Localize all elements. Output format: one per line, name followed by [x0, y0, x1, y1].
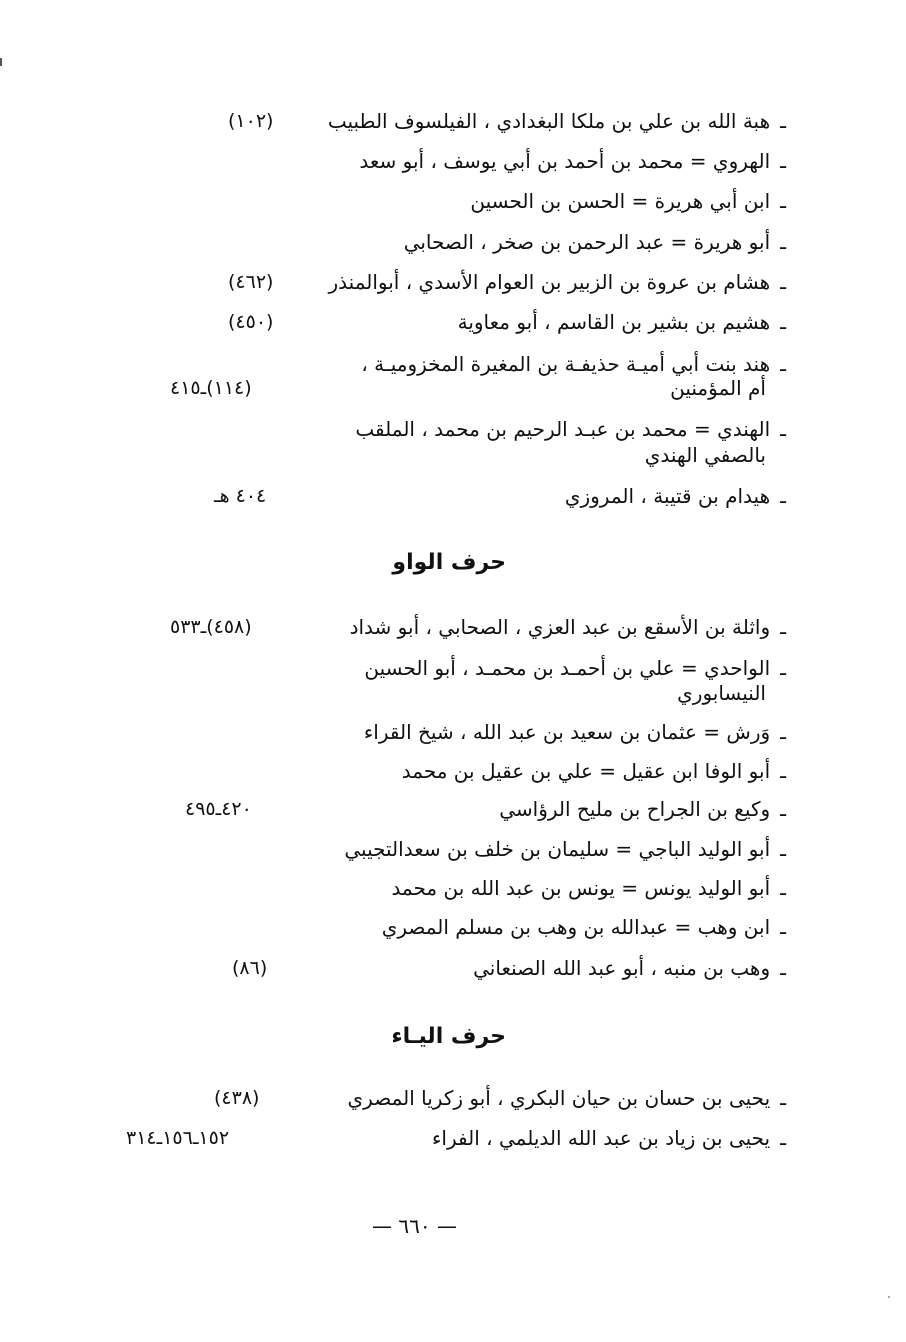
entry-reference: (٨٦) — [232, 957, 268, 979]
entry-dash: ـ — [780, 615, 786, 639]
entry-text: وَرش = عثمان بن سعيد بن عبد الله ، شيخ القراء — [363, 720, 771, 744]
entry-reference: (٤٥٨)ـ٥٣٣ — [170, 616, 252, 638]
entry-text: هند بنت أبي أميـة حذيفـة بن المغيرة المخزوميـة ، — [361, 352, 771, 376]
entry-dash: ـ — [780, 956, 786, 980]
entry-text: أبو الوفا ابن عقيل = علي بن عقيل بن محمد — [401, 759, 771, 783]
list-item — [344, 835, 786, 863]
list-item-continuation: بالصفي الهندي — [644, 443, 766, 467]
list-item-continuation: أم المؤمنين — [670, 376, 766, 400]
list-item — [348, 1084, 786, 1112]
list-item — [402, 757, 786, 785]
entry-text: أبو الوليد الباجي = سليمان بن خلف بن سعدالتجيبي — [344, 837, 771, 861]
section-heading: حرف اليـاء — [391, 1024, 506, 1049]
list-item — [355, 415, 786, 443]
entry-reference: (٤٦٢) — [228, 271, 274, 293]
entry-reference: (٤٥٠) — [228, 311, 274, 333]
entry-text: أبو الوليد يونس = يونس بن عبد الله بن محمد — [391, 876, 771, 900]
list-item — [499, 795, 786, 823]
list-item — [391, 874, 786, 902]
entry-text: ابن أبي هريرة = الحسن بن الحسين — [470, 189, 771, 213]
entry-dash: ـ — [780, 876, 786, 900]
entry-text: هشام بن عروة بن الزبير بن العوام الأسدي ، أبوالمنذر — [328, 270, 771, 294]
entry-text: هشيم بن بشير بن القاسم ، أبو معاوية — [457, 310, 771, 334]
scan-edge-mark — [0, 58, 2, 66]
entry-reference: ٤٢٠ـ٤٩٥ — [185, 798, 252, 820]
entry-dash: ـ — [780, 1086, 786, 1110]
entry-reference: (١١٤)ـ٤١٥ — [170, 377, 252, 399]
entry-dash: ـ — [780, 484, 786, 508]
entry-dash: ـ — [780, 837, 786, 861]
list-item — [329, 268, 787, 296]
entry-text: يحيى بن حسان بن حيان البكري ، أبو زكريا المصري — [347, 1086, 771, 1110]
scan-speck — [888, 1296, 890, 1298]
entry-dash: ـ — [780, 270, 786, 294]
entry-text: هبة الله بن علي بن ملكا البغدادي ، الفيلسوف الطبيب — [327, 109, 771, 133]
page-number: — ٦٦٠ — — [372, 1214, 457, 1238]
entry-text: وكيع بن الجراح بن مليح الرؤاسي — [499, 797, 771, 821]
entry-text: الواحدي = علي بن أحمـد بن محمـد ، أبو الحسين — [364, 656, 771, 680]
entry-dash: ـ — [780, 149, 786, 173]
list-item — [364, 718, 786, 746]
list-item — [404, 228, 786, 256]
entry-reference: ١٥٢ـ١٥٦ـ٣١٤ — [126, 1127, 230, 1149]
entry-dash: ـ — [780, 915, 786, 939]
entry-text: وهب بن منبه ، أبو عبد الله الصنعاني — [473, 956, 771, 980]
entry-dash: ـ — [780, 230, 786, 254]
list-item — [565, 482, 786, 510]
entry-dash: ـ — [780, 1126, 786, 1150]
entry-reference: ٤٠٤ هـ — [214, 485, 267, 507]
entry-text: يحيى بن زياد بن عبد الله الديلمي ، الفراء — [432, 1126, 771, 1150]
entry-reference: (٤٣٨) — [214, 1087, 260, 1109]
entry-dash: ـ — [780, 720, 786, 744]
list-item — [470, 187, 786, 215]
entry-text: ابن وهب = عبدالله بن وهب بن مسلم المصري — [381, 915, 771, 939]
entry-dash: ـ — [780, 109, 786, 133]
entry-text: أبو هريرة = عبد الرحمن بن صخر ، الصحابي — [403, 230, 771, 254]
entry-text: هيدام بن قتيبة ، المروزي — [564, 484, 771, 508]
list-item — [432, 1124, 786, 1152]
section-heading: حرف الواو — [392, 550, 506, 575]
list-item-continuation: النيسابوري — [677, 681, 766, 705]
entry-text: الهندي = محمد بن عبـد الرحيم بن محمد ، الملقب — [355, 417, 771, 441]
list-item — [473, 954, 786, 982]
entry-dash: ـ — [780, 310, 786, 334]
entry-text: الهروي = محمد بن أحمد بن أبي يوسف ، أبو سعد — [359, 149, 771, 173]
list-item — [382, 913, 786, 941]
entry-dash: ـ — [780, 656, 786, 680]
list-item — [458, 308, 786, 336]
entry-dash: ـ — [780, 352, 786, 376]
list-item — [350, 613, 786, 641]
entry-dash: ـ — [780, 759, 786, 783]
list-item — [328, 107, 786, 135]
entry-dash: ـ — [780, 189, 786, 213]
entry-dash: ـ — [780, 797, 786, 821]
entry-reference: (١٠٢) — [228, 110, 274, 132]
entry-dash: ـ — [780, 417, 786, 441]
list-item — [359, 147, 786, 175]
entry-text: واثلة بن الأسقع بن عبد العزي ، الصحابي ، أبو شداد — [349, 615, 771, 639]
list-item — [364, 654, 786, 682]
